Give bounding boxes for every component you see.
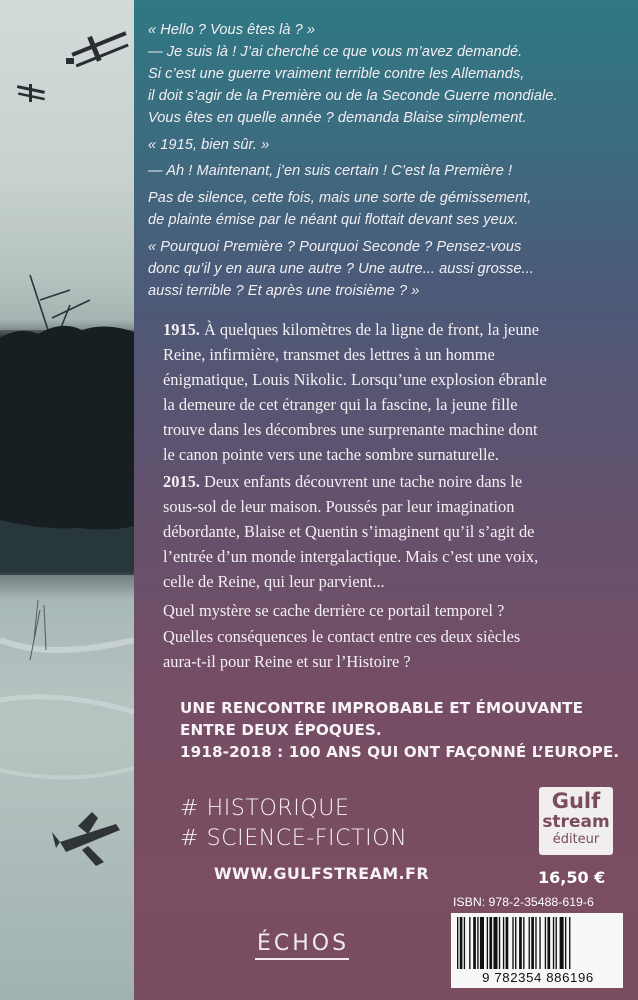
barcode-bar [553, 917, 554, 969]
barcode-bar [545, 917, 546, 969]
barcode-bar [493, 917, 497, 969]
genre-tag-historique: # HISTORIQUE [180, 796, 350, 821]
tagline-line: UNE RENCONTRE IMPROBABLE ET ÉMOUVANTE [180, 699, 584, 717]
barcode-bar [535, 917, 536, 969]
logo-word-gulf: Gulf [551, 789, 601, 813]
publisher-logo [539, 787, 613, 855]
barcode-bar [469, 917, 470, 969]
tagline-line: ENTRE DEUX ÉPOQUES. [180, 721, 382, 739]
excerpt-line: aussi terrible ? Et après une troisième ? » [148, 283, 420, 299]
barcode-bar [515, 917, 516, 969]
barcode-digits: 9 782354 886196 [482, 970, 594, 985]
barcode-bar [539, 917, 540, 969]
barcode-bar [531, 917, 534, 969]
barcode-bar [529, 917, 530, 969]
question-line: aura-t-il pour Reine et sur l’Histoire ? [163, 652, 411, 671]
excerpt-line: — Ah ! Maintenant, j’en suis certain ! C’est la Première ! [148, 163, 513, 179]
isbn-label: ISBN: 978-2-35488-619-6 [453, 895, 594, 909]
barcode-bar [477, 917, 478, 969]
barcode-bar [512, 917, 513, 969]
landscape-illustration [0, 0, 134, 1000]
barcode [451, 913, 623, 988]
logo-word-editeur: éditeur [552, 832, 600, 847]
barcode-bar [464, 917, 465, 969]
synopsis-1915-line: le canon pointe vers une tache sombre surnaturelle. [163, 445, 499, 464]
price-label: 16,50 € [538, 868, 606, 887]
synopsis-1915-line: 1915. À quelques kilomètres de la ligne de front, la jeune [163, 320, 539, 339]
synopsis-2015-line: celle de Reine, qui leur parvient... [163, 572, 385, 591]
barcode-bar [460, 917, 463, 969]
barcode-bar [565, 917, 566, 969]
barcode-bar [499, 917, 500, 969]
logo-word-stream: stream [542, 812, 610, 832]
excerpt-line: il doit s’agir de la Première ou de la Seconde Guerre mondiale. [148, 88, 558, 104]
collection-logo: ÉCHOS [257, 931, 350, 956]
question-line: Quel mystère se cache derrière ce portail temporel ? [163, 601, 505, 620]
synopsis-2015-line: 2015. Deux enfants découvrent une tache noire dans le [163, 472, 523, 491]
synopsis-year: 1915. [163, 320, 200, 339]
synopsis-2015-line: sous-sol de leur maison. Poussés par leur imagination [163, 497, 515, 516]
excerpt-line: de plainte émise par le néant qui flottait devant ses yeux. [148, 212, 519, 228]
barcode-bar [560, 917, 564, 969]
excerpt-line: Vous êtes en quelle année ? demanda Blaise simplement. [148, 110, 527, 126]
barcode-bars [451, 913, 623, 971]
collection-underline [255, 958, 349, 960]
question-line: Quelles conséquences le contact entre ces deux siècles [163, 627, 521, 646]
barcode-bar [556, 917, 557, 969]
synopsis-1915-line: la demeure de cet étranger qui la fascine, la jeune fille [163, 395, 518, 414]
genre-tag-science-fiction: # SCIENCE-FICTION [180, 826, 408, 851]
excerpt-line: Si c’est une guerre vraiment terrible contre les Allemands, [148, 66, 525, 82]
tagline-line: 1918-2018 : 100 ANS QUI ONT FAÇONNÉ L’EUROPE. [180, 743, 620, 761]
excerpt-line: Pas de silence, cette fois, mais une sorte de gémissement, [148, 190, 532, 206]
barcode-bar [457, 917, 458, 969]
synopsis-1915-line: trouve dans les décombres une surprenante machine dont [163, 420, 538, 439]
excerpt-line: « Pourquoi Première ? Pourquoi Seconde ? Pensez-vous [148, 239, 522, 255]
synopsis-1915-line: Reine, infirmière, transmet des lettres à un homme [163, 345, 495, 364]
barcode-bar [519, 917, 522, 969]
barcode-bar [569, 917, 570, 969]
excerpt-line: — Je suis là ! J’ai cherché ce que vous m’avez demandé. [148, 44, 523, 60]
barcode-bar [473, 917, 476, 969]
synopsis-2015-line: débordante, Blaise et Quentin s’imaginent qu’il s’agit de [163, 522, 535, 541]
synopsis-year: 2015. [163, 472, 200, 491]
barcode-bar [547, 917, 550, 969]
publisher-website[interactable]: WWW.GULFSTREAM.FR [214, 864, 430, 883]
barcode-bar [503, 917, 504, 969]
excerpt-line: « Hello ? Vous êtes là ? » [148, 22, 316, 38]
excerpt-line: « 1915, bien sûr. » [148, 137, 270, 153]
synopsis-2015-line: l’entrée d’un monde intergalactique. Mais c’est une voix, [163, 547, 539, 566]
cover-photo-strip [0, 0, 134, 1000]
barcode-bar [489, 917, 492, 969]
barcode-bar [506, 917, 509, 969]
barcode-bar [487, 917, 488, 969]
barcode-bar [480, 917, 484, 969]
synopsis-1915-line: énigmatique, Louis Nikolic. Lorsqu’une explosion ébranle [163, 370, 547, 389]
excerpt-line: donc qu’il y en aura une autre ? Une autre... aussi grosse... [148, 261, 534, 277]
barcode-bar [523, 917, 524, 969]
